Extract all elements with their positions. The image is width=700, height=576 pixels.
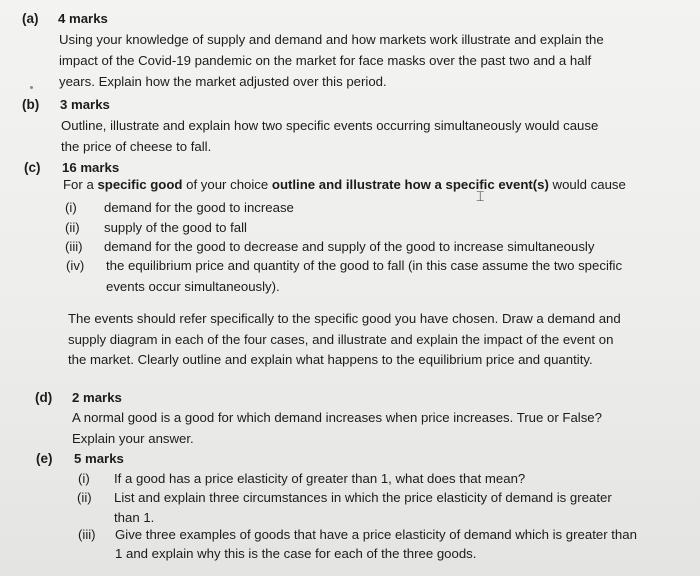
part-c-item-text: demand for the good to increase <box>104 200 294 215</box>
part-e-item-text: If a good has a price elasticity of greater than 1, what does that mean? <box>114 471 526 486</box>
part-b-line-1: Outline, illustrate and explain how two specific events occurring simultaneously would cause <box>61 118 599 133</box>
part-e-item-num: (i) <box>78 471 90 486</box>
part-e-item-num: (ii) <box>77 490 92 505</box>
part-c-label: (c) <box>24 160 41 175</box>
part-e-marks: 5 marks <box>74 451 124 466</box>
part-c-note-line-2: supply diagram in each of the four cases, and illustrate and explain the impact of the event on <box>68 332 614 347</box>
page-speck <box>30 86 33 89</box>
part-e-item-text-cont: 1 and explain why this is the case for each of the three goods. <box>115 546 477 561</box>
part-c-intro: For a specific good of your choice outline and illustrate how a specific event(s) would cause <box>63 177 626 192</box>
part-b-line-2: the price of cheese to fall. <box>61 139 212 154</box>
part-e-label: (e) <box>36 451 53 466</box>
part-d-marks: 2 marks <box>72 390 122 405</box>
part-a-marks: 4 marks <box>58 11 108 26</box>
part-d-label: (d) <box>35 390 53 405</box>
part-d-line-1: A normal good is a good for which demand increases when price increases. True or False? <box>72 410 602 425</box>
part-c-item-num: (i) <box>65 200 77 215</box>
part-b-label: (b) <box>22 97 40 112</box>
part-a-label: (a) <box>22 11 39 26</box>
part-e-item-text: List and explain three circumstances in which the price elasticity of demand is greater <box>114 490 612 505</box>
part-c-item-text: the equilibrium price and quantity of the good to fall (in this case assume the two specific <box>106 258 623 273</box>
part-c-item-num: (ii) <box>65 220 80 235</box>
part-d-line-2: Explain your answer. <box>72 431 194 446</box>
part-a-line-1: Using your knowledge of supply and demand and how markets work illustrate and explain the <box>59 32 604 47</box>
part-c-item-text: supply of the good to fall <box>104 220 247 235</box>
part-c-item-text: demand for the good to decrease and supply of the good to increase simultaneously <box>104 239 595 254</box>
part-e-item-text: Give three examples of goods that have a price elasticity of demand which is greater than <box>115 527 637 542</box>
part-c-item-num: (iv) <box>66 258 85 273</box>
part-a-line-2: impact of the Covid-19 pandemic on the market for face masks over the past two and a half <box>59 53 592 68</box>
part-c-note-line-1: The events should refer specifically to the specific good you have chosen. Draw a demand and <box>68 311 621 326</box>
text-cursor-icon: ⌶ <box>476 189 485 205</box>
part-c-note-line-3: the market. Clearly outline and explain what happens to the equilibrium price and quantity. <box>68 352 593 367</box>
part-c-item-text-cont: events occur simultaneously). <box>106 279 280 294</box>
part-c-marks: 16 marks <box>62 160 120 175</box>
part-e-item-num: (iii) <box>78 527 96 542</box>
part-e-item-text-cont: than 1. <box>114 510 155 525</box>
part-c-item-num: (iii) <box>65 239 83 254</box>
part-b-marks: 3 marks <box>60 97 110 112</box>
part-a-line-3: years. Explain how the market adjusted over this period. <box>59 74 387 89</box>
